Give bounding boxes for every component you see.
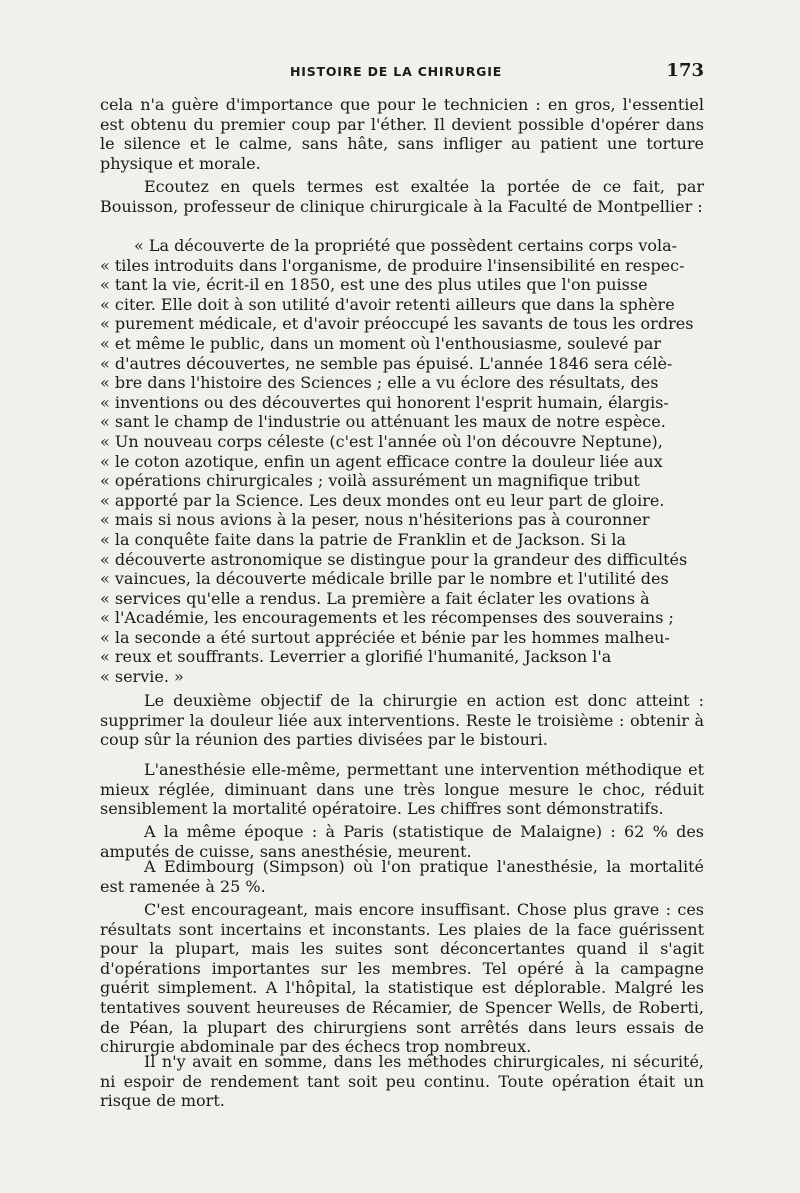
paragraph: A Edimbourg (Simpson) où l'on pratique l'anesthésie, la mortalité est ramenée à 25 %. xyxy=(100,857,704,896)
quote-line: « l'Académie, les encouragements et les récompenses des souverains ; xyxy=(100,608,674,628)
body-block-2 xyxy=(100,177,704,216)
quote-line: « services qu'elle a rendus. La première a fait éclater les ovations à xyxy=(100,588,650,608)
quote-line: « Un nouveau corps céleste (c'est l'année où l'on découvre Neptune), xyxy=(100,431,663,451)
quote-line: « reux et souffrants. Leverrier a glorifié l'humanité, Jackson l'a xyxy=(100,647,612,667)
quote-line: « le coton azotique, enfin un agent efficace contre la douleur liée aux xyxy=(100,451,663,471)
quote-line: « mais si nous avions à la peser, nous n'hésiterions pas à couronner xyxy=(100,510,650,530)
body-block-4 xyxy=(100,760,704,819)
quote-line: « citer. Elle doit à son utilité d'avoir retenti ailleurs que dans la sphère xyxy=(100,294,675,314)
quote-line: « apporté par la Science. Les deux mondes ont eu leur part de gloire. xyxy=(100,490,665,510)
page-header xyxy=(100,60,704,84)
quote-line: « servie. » xyxy=(100,667,184,687)
body-block-3 xyxy=(100,691,704,750)
body-block-1 xyxy=(100,95,704,173)
quote-line: « tiles introduits dans l'organisme, de produire l'insensibilité en respec- xyxy=(100,255,685,275)
quote-line: « purement médicale, et d'avoir préoccupé les savants de tous les ordres xyxy=(100,314,694,334)
quote-line: « inventions ou des découvertes qui honorent l'esprit humain, élargis- xyxy=(100,392,669,412)
paragraph: Ecoutez en quels termes est exaltée la portée de ce fait, par Bouisson, professeur de clinique chirurgicale à la Faculté de Montpellier : xyxy=(100,177,704,216)
paragraph: L'anesthésie elle-même, permettant une intervention méthodique et mieux réglée, diminuant dans une très longue mesure le choc, réduit sensiblement la mortalité opératoire. Les chiffres sont démonstratifs. xyxy=(100,760,704,819)
paragraph: cela n'a guère d'importance que pour le technicien : en gros, l'essentiel est obtenu du premier coup par l'éther. Il devient possible d'opérer dans le silence et le calme, sans hâte, sans infliger au patient une torture physique et morale. xyxy=(100,95,704,173)
running-head: HISTOIRE DE LA CHIRURGIE xyxy=(290,64,503,79)
quote-line: « et même le public, dans un moment où l'enthousiasme, soulevé par xyxy=(100,333,662,353)
quote-line: « découverte astronomique se distingue pour la grandeur des difficultés xyxy=(100,549,688,569)
quote-line: « bre dans l'histoire des Sciences ; elle a vu éclore des résultats, des xyxy=(100,373,659,393)
page-number: 173 xyxy=(666,60,704,81)
quote-line: « sant le champ de l'industrie ou atténuant les maux de notre espèce. xyxy=(100,412,666,432)
quote-line: « vaincues, la découverte médicale brille par le nombre et l'utilité des xyxy=(100,569,669,589)
quote-line: « opérations chirurgicales ; voilà assurément un magnifique tribut xyxy=(100,471,640,491)
quote-line: « la seconde a été surtout appréciée et bénie par les hommes malheu- xyxy=(100,627,670,647)
block-quote xyxy=(100,236,704,687)
body-block-8 xyxy=(100,1052,704,1111)
quote-line: « La découverte de la propriété que possèdent certains corps vola- xyxy=(134,236,678,255)
body-block-7 xyxy=(100,900,704,1057)
quote-line: « tant la vie, écrit-il en 1850, est une des plus utiles que l'on puisse xyxy=(100,275,648,295)
body-block-6 xyxy=(100,857,704,896)
quote-line: « la conquête faite dans la patrie de Franklin et de Jackson. Si la xyxy=(100,529,626,549)
paragraph: A la même époque : à Paris (statistique de Malaigne) : 62 % des amputés de cuisse, sans anesthésie, meurent. xyxy=(100,822,704,861)
paragraph: C'est encourageant, mais encore insuffisant. Chose plus grave : ces résultats sont incertains et inconstants. Les plaies de la face guérissent pour la plupart, mais les suites sont déconcertantes quand il s'agit d'opérations importantes sur les membres. Tel opéré à la campagne guérit simplement. A l'hôpital, la statistique est déplorable. Malgré les tentatives souvent heureuses de Récamier, de Spencer Wells, de Roberti, de Péan, la plupart des chirurgiens sont arrêtés dans leurs essais de chirurgie abdominale par des échecs trop nombreux. xyxy=(100,900,704,1057)
paragraph: Il n'y avait en somme, dans les méthodes chirurgicales, ni sécurité, ni espoir de rendement tant soit peu continu. Toute opération était un risque de mort. xyxy=(100,1052,704,1111)
quote-line: « d'autres découvertes, ne semble pas épuisé. L'année 1846 sera célè- xyxy=(100,353,673,373)
body-block-5 xyxy=(100,822,704,861)
paragraph: Le deuxième objectif de la chirurgie en action est donc atteint : supprimer la douleur liée aux interventions. Reste le troisième : obtenir à coup sûr la réunion des parties divisées par le bistouri. xyxy=(100,691,704,750)
